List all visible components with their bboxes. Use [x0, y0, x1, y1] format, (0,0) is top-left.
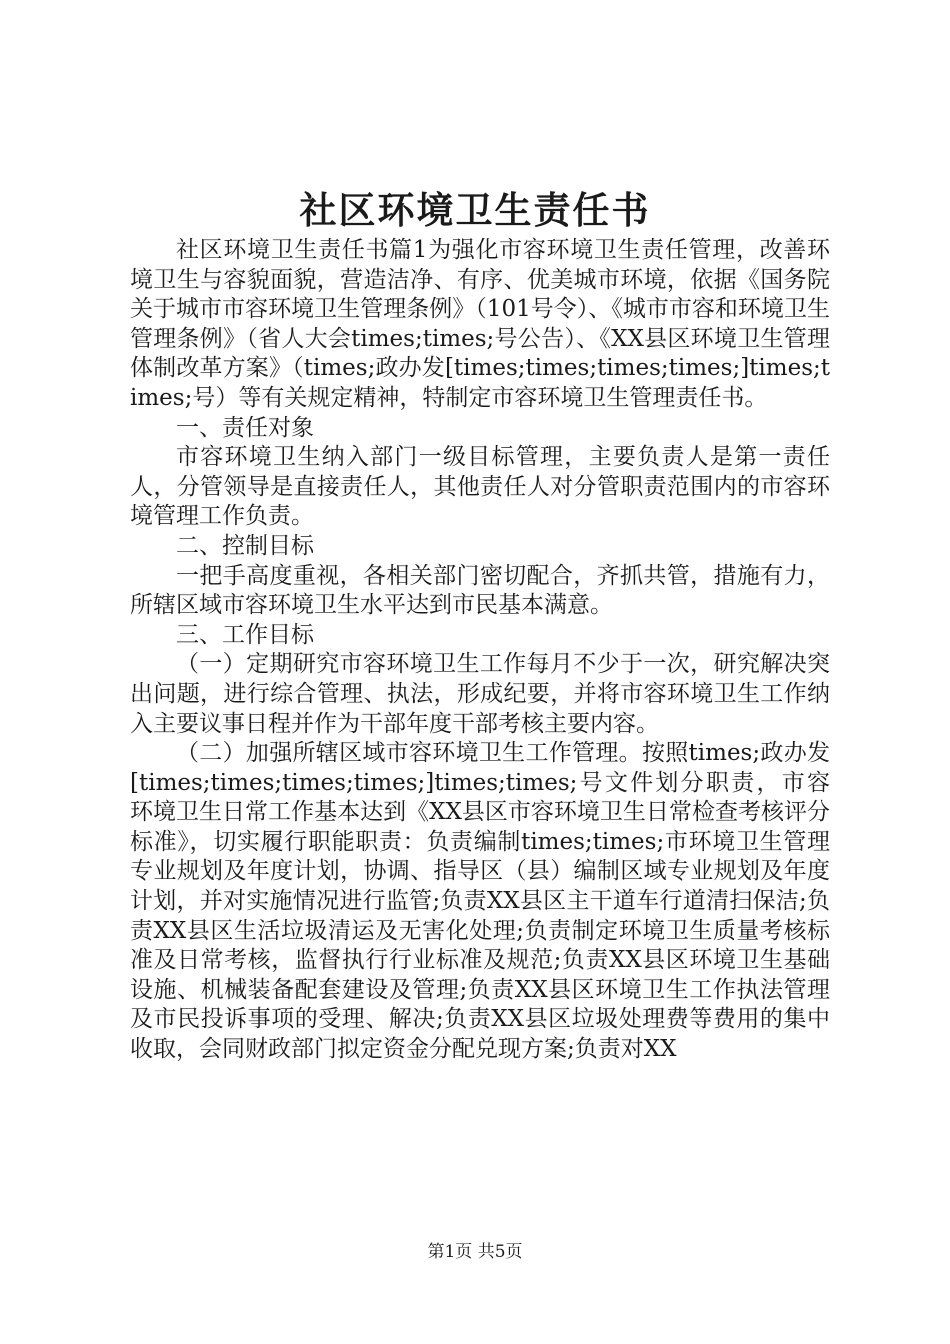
paragraph-work-target-2: （二）加强所辖区域市容环境卫生工作管理。按照times;政办发[times;times;times;times;]times;times;号文件划分职责，市容环境卫生日常工作基本达到《XX县区市容环境卫生日常检查考核评分标准》，切实履行职能职责：负责编制times;times;市环境卫生管理专业规划及年度计划，协调、指导区（县）编制区域专业规划及年度计划，并对实施情况进行监管;负责XX县区主干道车行道清扫保洁;负责XX县区生活垃圾清运及无害化处理;负责制定环境卫生质量考核标准及日常考核，监督执行行业标准及规范;负责XX县区环境卫生基础设施、机械装备配套建设及管理;负责XX县区环境卫生工作执法管理及市民投诉事项的受理、解决;负责XX县区垃圾处理费等费用的集中收取，会同财政部门拟定资金分配兑现方案;负责对XX [130, 740, 830, 1063]
intro-paragraph: 社区环境卫生责任书篇1为强化市容环境卫生责任管理，改善环境卫生与容貌面貌，营造洁净、有序、优美城市环境，依据《国务院关于城市市容环境卫生管理条例》（101号令）、《城市市容和环境卫生管理条例》（省人大会times;times;号公告）、《XX县区环境卫生管理体制改革方案》（times;政办发[times;times;times;times;]times;times;号）等有关规定精神，特制定市容环境卫生管理责任书。 [130, 237, 830, 411]
section-heading-responsibility-object: 一、责任对象 [176, 414, 314, 441]
page-number-footer: 第1页 共5页 [427, 1242, 523, 1262]
section-heading-control-target: 二、控制目标 [176, 532, 314, 559]
section-heading-work-target: 三、工作目标 [176, 621, 314, 648]
paragraph-work-target-1: （一）定期研究市容环境卫生工作每月不少于一次，研究解决突出问题，进行综合管理、执法，形成纪要，并将市容环境卫生工作纳入主要议事日程并作为干部年度干部考核主要内容。 [130, 651, 830, 737]
document-title: 社区环境卫生责任书 [299, 188, 651, 232]
document-body [130, 236, 830, 1065]
paragraph-responsibility-object: 市容环境卫生纳入部门一级目标管理，主要负责人是第一责任人，分管领导是直接责任人，其他责任人对分管职责范围内的市容环境管理工作负责。 [130, 444, 830, 530]
paragraph-control-target: 一把手高度重视，各相关部门密切配合，齐抓共管，措施有力，所辖区域市容环境卫生水平达到市民基本满意。 [130, 562, 830, 619]
